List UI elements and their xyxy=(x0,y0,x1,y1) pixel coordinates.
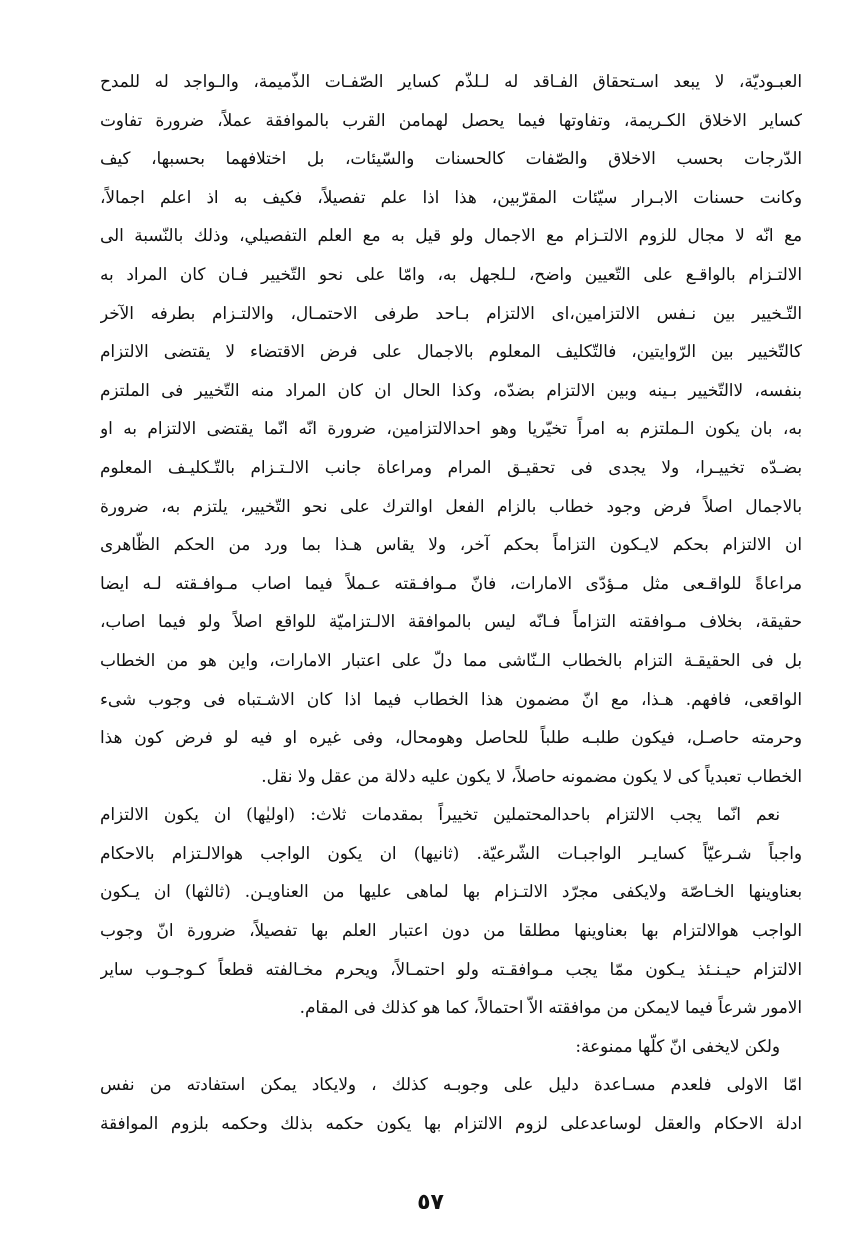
text-line-11: بضـدّه تخييـرا، ولا يجدى فى تحقيـق المرام ومراعاة جانب الالـتـزام بالتّـكليـف المعلوم xyxy=(100,456,802,477)
text-line-23: الواجب هوالالتزام بها بعناوينها مطلقا من دون اعتبار العلم بها تفصيلاً، ضرورة انّ وجوب xyxy=(100,920,802,941)
text-line-1: العبـوديّة، لا يبعد اسـتحقاق الفـاقد له لـلذّم كساير الصّفـات الذّميمة، والـواجد له للمدح xyxy=(100,71,802,91)
text-line-6: الالتـزام بالواقـع على التّعيين واضح، لـلجهل به، وامّا على نحو التّخيير فـان كان المراد به xyxy=(100,263,802,284)
text-line-2: كساير الاخلاق الكـريمة، وتفاوتها فيما يحصل لهمامن القرب بالموافقة عملاً، ضرورة تفاوت xyxy=(100,109,802,130)
text-line-27: امّا الاولى فلعدم مسـاعدة دليل على وجوبـه كذلك ، ولايكاد يمكن استفادته من نفس xyxy=(100,1074,802,1095)
text-line-28: ادلة الاحكام والعقل لوساعدعلى لزوم الالتزام بها يكون حكمه بذلك وحكمه بلزوم الموافقة xyxy=(100,1113,802,1134)
text-line-5: مع انّه لا مجال للزوم الالتـزام مع الاجمال ولو قيل به مع العلم التفصيلي، وذلك بالنّسبة الى xyxy=(100,225,802,246)
text-line-13: ان الالتزام بحكم لايـكون التزاماً بحكم آخر، ولا يقاس هـذا بما ورد من الحكم الظّاهرى xyxy=(100,534,802,555)
text-line-10: به، بان يكون الـملتزم به امراً تخيّريا وهو احدالالتزامين، ضرورة انّه انّما يقتضى الالتزام به او xyxy=(100,418,802,439)
text-line-20: نعم انّما يجب الالتزام باحدالمحتملين تخييراً بمقدمات ثلاث: (اوليٰها) ان يكون الالتزام xyxy=(100,804,780,825)
text-line-16: بل فى الحقيقـة التزام بالخطاب الـنّاشى مما دلّ على اعتبار الامارات، واين هو من الخطاب xyxy=(100,649,802,670)
text-line-24: الالتزام حيـنـئذ يـكون ممّا يجب مـوافقـته ولو احتمـالاً، ويحرم مخـالفته قطعاً كـوجـوب ساير xyxy=(100,958,802,979)
text-line-22: بعناوينها الخـاصّة ولايكفى مجرّد الالتـزام بها لماهى عليها من العناويـن. (ثالثها) ان يـكون xyxy=(100,881,802,902)
text-line-12: بالاجمال اصلاً فرض وجود خطاب بالزام الفعل اوالترك على نحو التّخيير، يلتزم به، ضرورة xyxy=(100,495,802,516)
text-line-9: بنفسه، لاالتّخيير بـينه وبين الالتزام بضدّه، وكذا الحال ان كان المراد منه التّخيير فى الملتزم xyxy=(100,379,802,400)
page-number: ٥٧ xyxy=(417,1190,444,1215)
text-line-14: مراعاةً للواقـعى مثل مـؤدّى الامارات، فانّ مـوافـقته عـملاً فيما اصاب مـوافـقته لـه ايضا xyxy=(100,572,802,593)
text-line-25: الامور شرعاً فيما لايمكن من موافقته الاّ احتمالاً، كما هو كذلك فى المقام. xyxy=(299,997,802,1018)
text-line-7: التّـخيير بين نـفس الالتزامين،اى الالتزام بـاحد طرفى الاحتمـال، والالتـزام بطرفه الآخر xyxy=(100,302,802,323)
text-line-17: الواقعى، فافهم. هـذا، مع انّ مضمون هذا الخطاب فيما اذا كان الاشـتباه فى وجوب شىء xyxy=(100,688,802,709)
text-line-15: حقيقة، بخلاف مـوافقته التزاماً فـانّه ليس بالموافقة الالـتزاميّة للواقع اصلاً ولو فيما اصاب، xyxy=(100,611,802,632)
text-line-26: ولكن لايخفى انّ كلّها ممنوعة: xyxy=(575,1035,780,1056)
text-line-3: الدّرجات بحسب الاخلاق والصّفات كالحسنات والسّيئات، بل اختلافهما بحسبها، كيف xyxy=(100,148,802,169)
text-line-8: كالتّخيير بين الرّوايتين، فالتّكليف المعلوم بالاجمال على فرض الاقتضاء لا يقتضى الالتزام xyxy=(100,341,802,362)
text-line-19: الخطاب تعبدياً كى لا يكون مضمونه حاصلاً، لا يكون عليه دلالة من عقل ولا نقل. xyxy=(261,765,802,786)
text-line-21: واجباً شـرعيّاً كسايـر الواجبـات الشّرعيّة. (ثانيها) ان يكون الواجب هوالالـتزام بالاحكام xyxy=(100,842,802,863)
text-line-4: وكانت حسنات الابـرار سيّئات المقرّبين، هذا اذا علم تفصيلاً، فكيف به اذ اعلم اجمالاً، xyxy=(100,186,802,207)
body-text xyxy=(100,62,802,1143)
text-line-18: وحرمته حاصـل، فيكون طلبـه طلباً للحاصل وهومحال، وفى غيره او فيه لو فرض كون هذا xyxy=(100,727,802,748)
